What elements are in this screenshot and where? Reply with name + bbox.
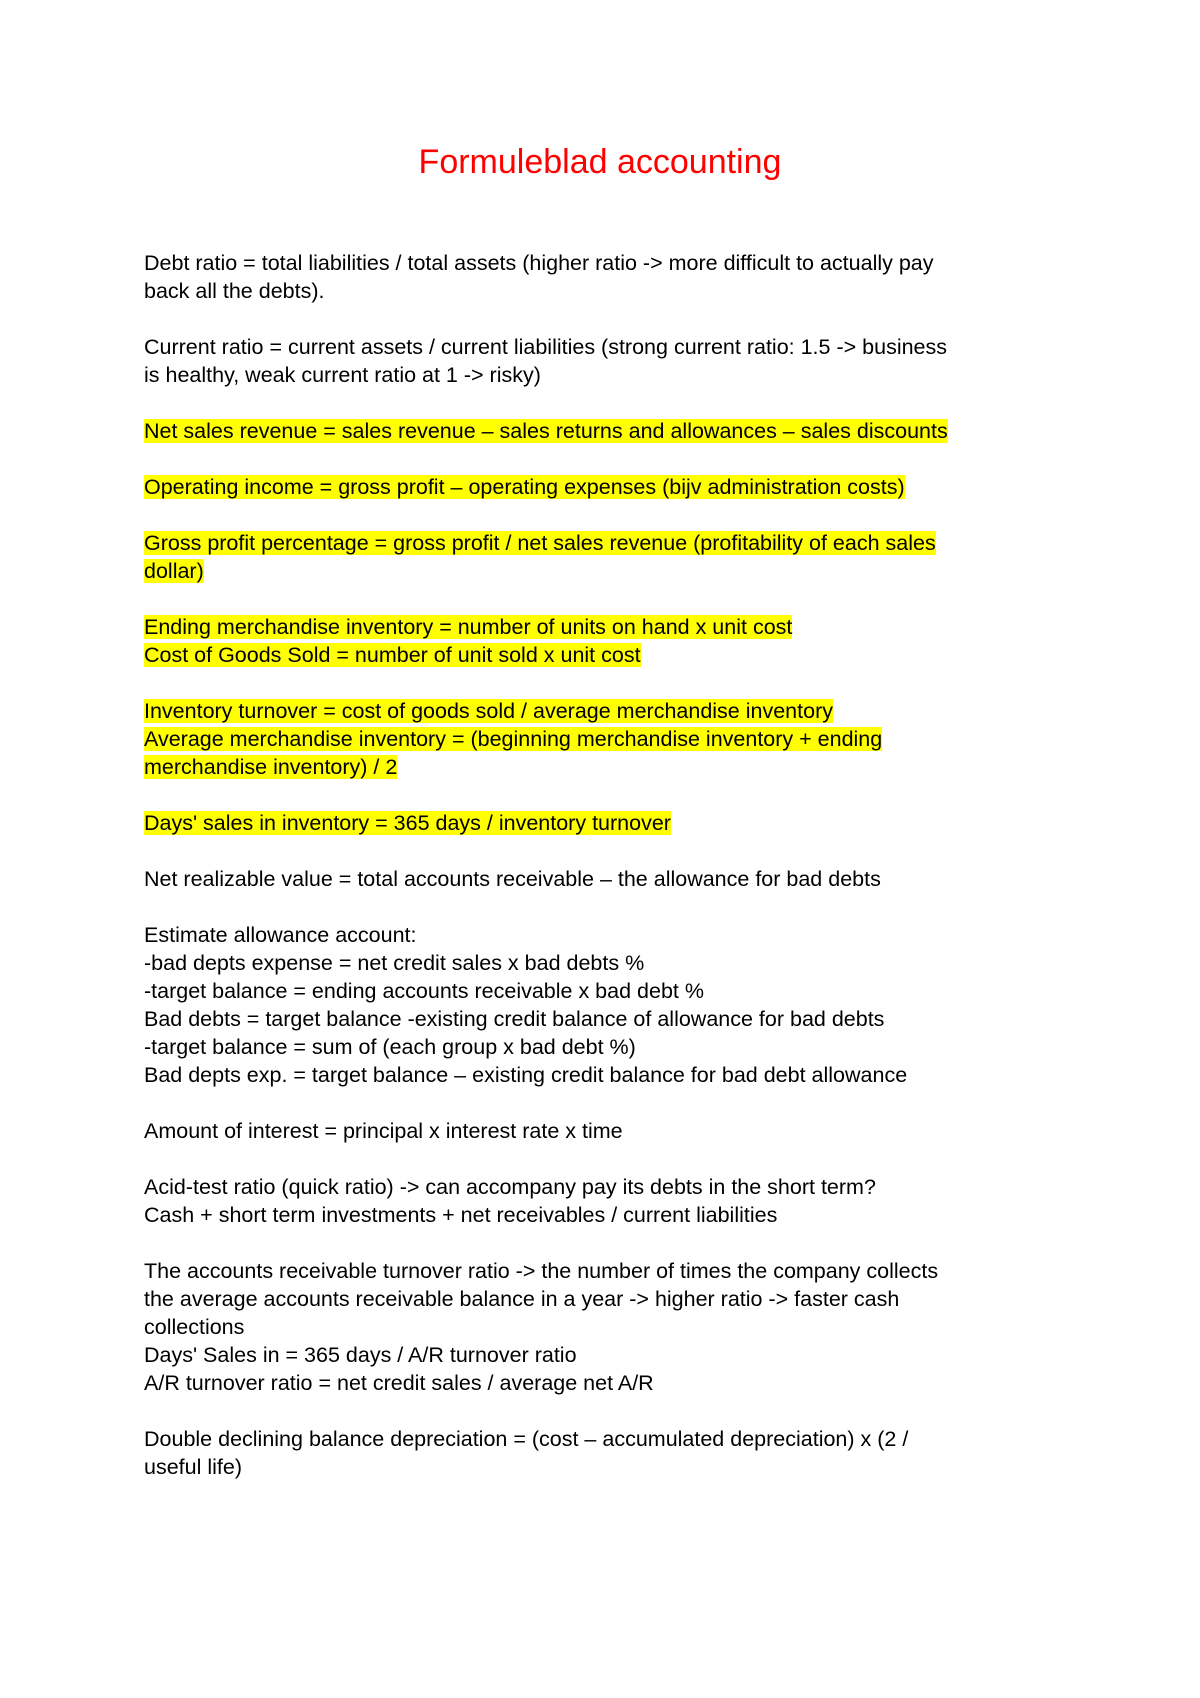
formula-paragraph <box>144 333 1064 389</box>
formula-line-text: A/R turnover ratio = net credit sales / average net A/R <box>144 1371 654 1395</box>
formula-paragraph <box>144 249 1064 305</box>
formula-line-text: Cost of Goods Sold = number of unit sold x unit cost <box>144 643 641 667</box>
formula-line <box>144 1285 1064 1313</box>
formula-line <box>144 249 1064 277</box>
formula-line <box>144 753 1064 781</box>
formula-line <box>144 1201 1064 1229</box>
formula-line <box>144 1033 1064 1061</box>
formula-line <box>144 641 1064 669</box>
formula-paragraph <box>144 1173 1064 1229</box>
formula-line <box>144 1173 1064 1201</box>
formula-line <box>144 557 1064 585</box>
formula-line-text: collections <box>144 1315 245 1339</box>
formula-line <box>144 1117 1064 1145</box>
formula-paragraph <box>144 809 1064 837</box>
formula-line-text: Net sales revenue = sales revenue – sales returns and allowances – sales discounts <box>144 419 948 443</box>
formula-line-text: Net realizable value = total accounts receivable – the allowance for bad debts <box>144 867 881 891</box>
formula-line-text: useful life) <box>144 1455 242 1479</box>
formula-line-text: Ending merchandise inventory = number of units on hand x unit cost <box>144 615 793 639</box>
formula-line-text: Bad debts = target balance -existing credit balance of allowance for bad debts <box>144 1007 885 1031</box>
formula-paragraph <box>144 613 1064 669</box>
formula-line <box>144 529 1064 557</box>
formula-line <box>144 1257 1064 1285</box>
formula-line-text: is healthy, weak current ratio at 1 -> risky) <box>144 363 541 387</box>
page-title: Formuleblad accounting <box>418 143 782 181</box>
formula-line-text: dollar) <box>144 559 204 583</box>
formula-line-text: Debt ratio = total liabilities / total assets (higher ratio -> more difficult to actually pay <box>144 251 934 275</box>
formula-line <box>144 417 1064 445</box>
formula-line <box>144 361 1064 389</box>
formula-paragraph <box>144 417 1064 445</box>
formula-paragraph <box>144 1117 1064 1145</box>
formula-line <box>144 277 1064 305</box>
formula-line-text: -bad depts expense = net credit sales x bad debts % <box>144 951 645 975</box>
formula-line <box>144 977 1064 1005</box>
formula-line <box>144 725 1064 753</box>
formula-line <box>144 697 1064 725</box>
formula-line-text: -target balance = sum of (each group x bad debt %) <box>144 1035 636 1059</box>
formula-line <box>144 333 1064 361</box>
formula-line <box>144 1313 1064 1341</box>
formula-line-text: back all the debts). <box>144 279 325 303</box>
formula-list <box>144 249 1064 1481</box>
formula-line-text: -target balance = ending accounts receivable x bad debt % <box>144 979 704 1003</box>
formula-line <box>144 473 1064 501</box>
formula-line-text: Double declining balance depreciation = (cost – accumulated depreciation) x (2 / <box>144 1427 909 1451</box>
formula-line-text: Days' Sales in = 365 days / A/R turnover ratio <box>144 1343 577 1367</box>
formula-line <box>144 921 1064 949</box>
formula-line-text: Gross profit percentage = gross profit / net sales revenue (profitability of each sales <box>144 531 936 555</box>
formula-line <box>144 1341 1064 1369</box>
formula-line <box>144 865 1064 893</box>
formula-line <box>144 1061 1064 1089</box>
formula-line-text: Days' sales in inventory = 365 days / inventory turnover <box>144 811 671 835</box>
formula-line-text: Operating income = gross profit – operating expenses (bijv administration costs) <box>144 475 905 499</box>
formula-line-text: Cash + short term investments + net receivables / current liabilities <box>144 1203 778 1227</box>
formula-paragraph <box>144 1425 1064 1481</box>
formula-paragraph <box>144 697 1064 781</box>
formula-line <box>144 1453 1064 1481</box>
formula-paragraph <box>144 865 1064 893</box>
formula-line <box>144 613 1064 641</box>
formula-paragraph <box>144 529 1064 585</box>
formula-line-text: Inventory turnover = cost of goods sold / average merchandise inventory <box>144 699 833 723</box>
formula-line-text: Estimate allowance account: <box>144 923 417 947</box>
formula-paragraph <box>144 473 1064 501</box>
formula-line <box>144 949 1064 977</box>
formula-paragraph <box>144 921 1064 1089</box>
formula-line <box>144 809 1064 837</box>
formula-line <box>144 1369 1064 1397</box>
formula-line-text: The accounts receivable turnover ratio -> the number of times the company collects <box>144 1259 939 1283</box>
formula-line <box>144 1425 1064 1453</box>
formula-line-text: Average merchandise inventory = (beginning merchandise inventory + ending <box>144 727 883 751</box>
formula-line-text: Current ratio = current assets / current liabilities (strong current ratio: 1.5 -> business <box>144 335 948 359</box>
formula-line-text: Amount of interest = principal x interest rate x time <box>144 1119 623 1143</box>
formula-line-text: Bad depts exp. = target balance – existing credit balance for bad debt allowance <box>144 1063 908 1087</box>
formula-line <box>144 1005 1064 1033</box>
formula-line-text: merchandise inventory) / 2 <box>144 755 398 779</box>
formula-line-text: the average accounts receivable balance in a year -> higher ratio -> faster cash <box>144 1287 900 1311</box>
formula-paragraph <box>144 1257 1064 1397</box>
formula-line-text: Acid-test ratio (quick ratio) -> can accompany pay its debts in the short term? <box>144 1175 876 1199</box>
